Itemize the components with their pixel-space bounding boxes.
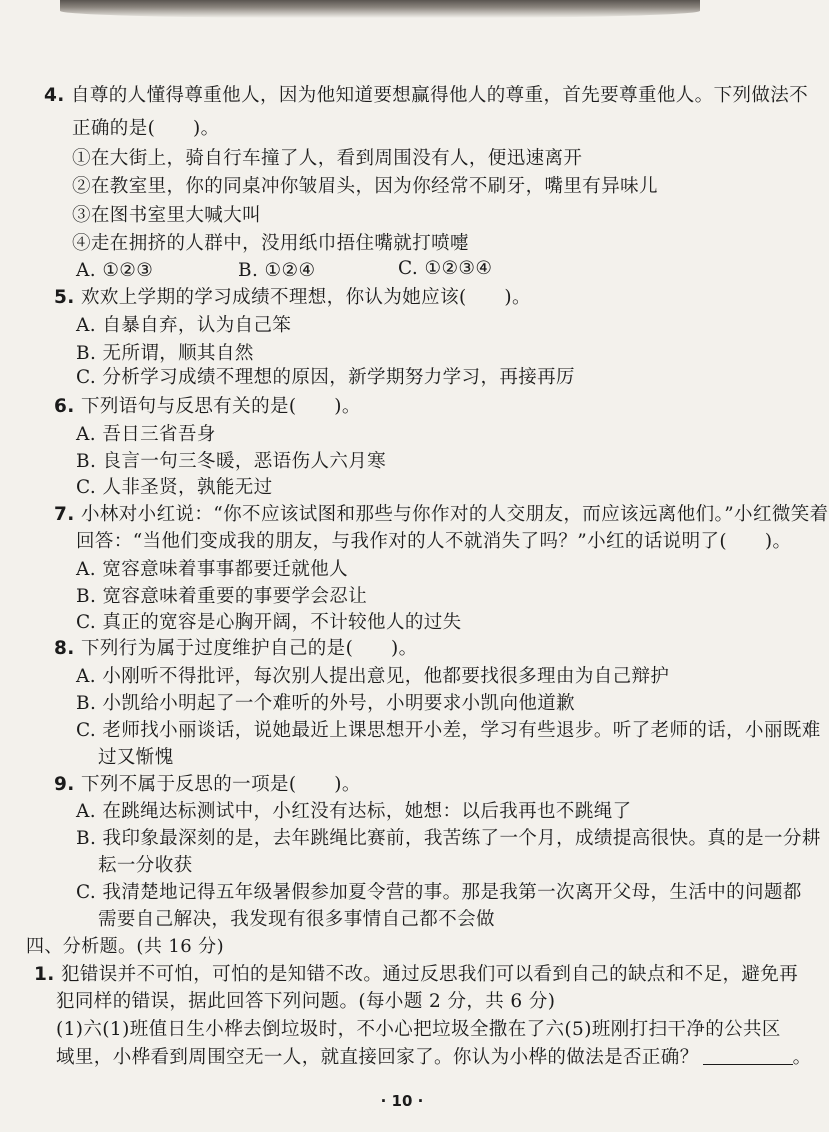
q4-option-a: A. ①②③ [76,260,154,281]
q7-stem-line2: 回答：“当他们变成我的朋友，与我作对的人不就消失了吗？”小红的话说明了( )。 [76,531,792,552]
q4-stem-line2: 正确的是( )。 [72,118,220,139]
q9-option-b-line1: B. 我印象最深刻的是，去年跳绳比赛前，我苦练了一个月，成绩提高很快。真的是一分耕 [76,828,821,849]
q8-option-b: B. 小凯给小明起了一个难听的外号，小明要求小凯向他道歉 [76,693,576,714]
q6-number: 6. [54,396,75,417]
q8-option-a: A. 小刚听不得批评，每次别人提出意见，他都要找很多理由为自己辩护 [76,666,670,687]
q8-option-c-line1: C. 老师找小丽谈话，说她最近上课思想开小差，学习有些退步。听了老师的话，小丽既难 [76,720,821,741]
q4-item-4: ④走在拥挤的人群中，没用纸巾捂住嘴就打喷嚏 [72,233,469,254]
s4-q1-stem-text1: 犯错误并不可怕，可怕的是知错不改。通过反思我们可以看到自己的缺点和不足，避免再 [60,964,799,985]
q9-option-a: A. 在跳绳达标测试中，小红没有达标，她想：以后我再也不跳绳了 [76,801,632,822]
q4-item-3: ③在图书室里大喊大叫 [72,205,262,226]
answer-blank-end: 。 [792,1047,812,1068]
q4-item-2: ②在教室里，你的同桌冲你皱眉头，因为你经常不刷牙，嘴里有异味儿 [72,176,658,197]
q5-number: 5. [54,287,75,308]
q9-stem [54,773,361,797]
q6-option-b: B. 良言一句三冬暖，恶语伤人六月寒 [76,451,387,472]
q5-stem [54,286,531,310]
q4-option-c: C. ①②③④ [398,258,493,279]
s4-q1-sub1-text: 域里，小桦看到周围空无一人，就直接回家了。你认为小桦的做法是否正确？ [56,1047,699,1068]
q4-number: 4. [44,85,65,106]
q7-option-a: A. 宽容意味着事事都要迁就他人 [76,559,349,580]
q6-option-c: C. 人非圣贤，孰能无过 [76,477,273,498]
q5-option-b: B. 无所谓，顺其自然 [76,343,254,364]
s4-q1-sub1-line1: (1)六(1)班值日生小桦去倒垃圾时，不小心把垃圾全撒在了六(5)班刚打扫干净的公共区 [56,1019,781,1040]
q9-option-c-line2: 需要自己解决，我发现有很多事情自己都不会做 [98,909,495,930]
q7-option-b: B. 宽容意味着重要的事要学会忍让 [76,586,368,607]
section-4-title: 四、分析题。(共 16 分) [26,936,224,957]
s4-q1-sub1-line2 [56,1046,812,1070]
s4-q1-stem-line1 [34,963,798,987]
q7-stem-line1 [54,503,829,527]
q9-option-b-line2: 耘一分收获 [98,855,193,876]
s4-q1-number: 1. [34,964,55,985]
q4-stem-line1 [44,84,808,108]
q9-number: 9. [54,774,75,795]
q5-stem-text: 欢欢上学期的学习成绩不理想，你认为她应该( )。 [80,287,531,308]
q4-stem-text1: 自尊的人懂得尊重他人，因为他知道要想赢得他人的尊重，首先要尊重他人。下列做法不 [70,85,809,106]
q5-option-c: C. 分析学习成绩不理想的原因，新学期努力学习，再接再厉 [76,367,575,388]
q7-stem-text1: 小林对小红说：“你不应该试图和那些与你作对的人交朋友，而应该远离他们。”小红微笑着 [80,504,829,525]
q6-stem [54,395,361,419]
q4-item-1: ①在大街上，骑自行车撞了人，看到周围没有人，便迅速离开 [72,148,583,169]
page-number: · 10 · [380,1092,424,1110]
q5-option-a: A. 自暴自弃，认为自己笨 [76,315,292,336]
answer-blank[interactable] [703,1046,793,1065]
q6-option-a: A. 吾日三省吾身 [76,424,216,445]
q8-number: 8. [54,638,75,659]
q8-stem-text: 下列行为属于过度维护自己的是( )。 [80,638,418,659]
q7-option-c: C. 真正的宽容是心胸开阔，不计较他人的过失 [76,612,462,633]
q7-number: 7. [54,504,75,525]
q4-option-b: B. ①②④ [238,260,316,281]
q8-stem [54,637,418,661]
q9-stem-text: 下列不属于反思的一项是( )。 [80,774,361,795]
s4-q1-stem-line2: 犯同样的错误，据此回答下列问题。(每小题 2 分，共 6 分) [56,991,556,1012]
q6-stem-text: 下列语句与反思有关的是( )。 [80,396,361,417]
q9-option-c-line1: C. 我清楚地记得五年级暑假参加夏令营的事。那是我第一次离开父母，生活中的问题都 [76,882,802,903]
q8-option-c-line2: 过又惭愧 [98,747,174,768]
